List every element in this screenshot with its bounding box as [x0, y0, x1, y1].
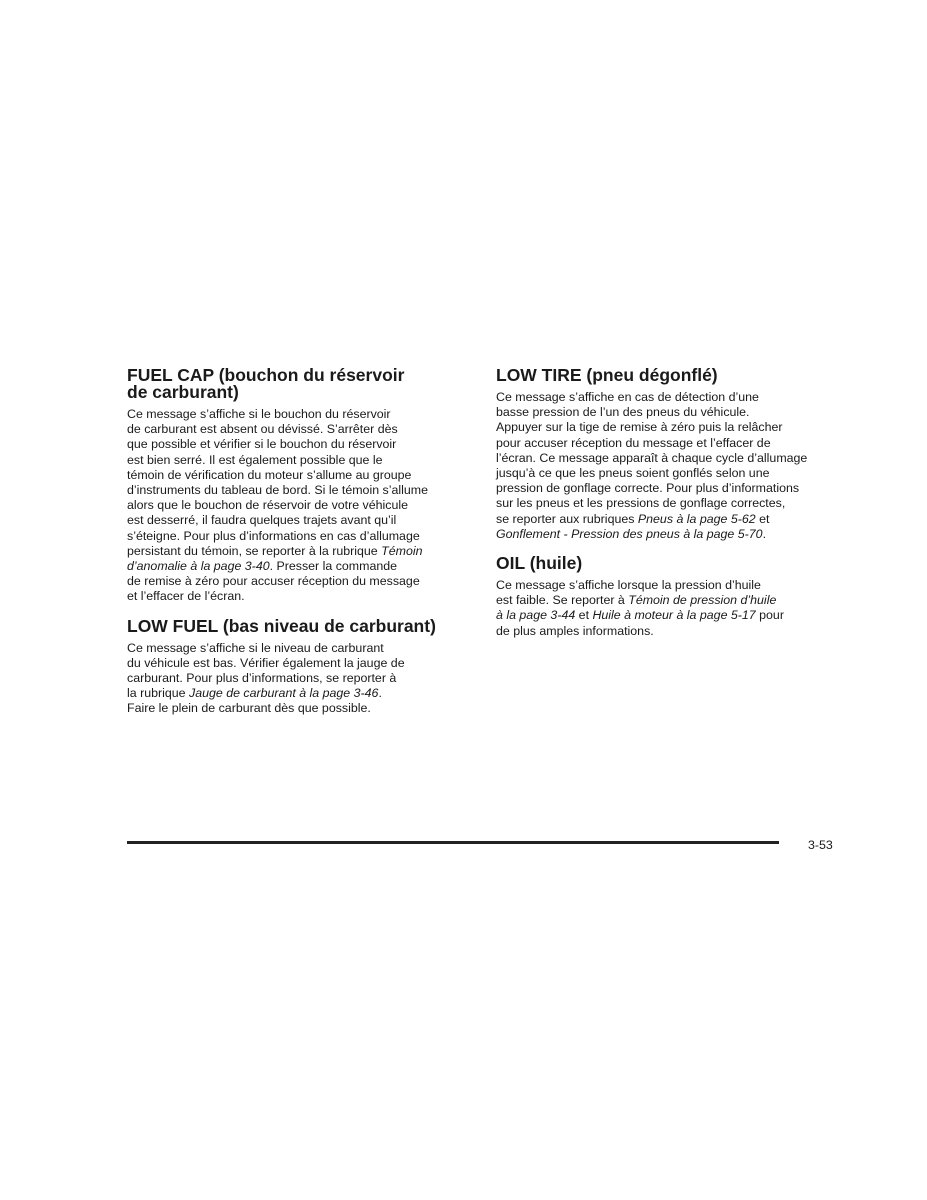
low-tire-heading: LOW TIRE (pneu dégonflé)	[496, 365, 718, 385]
low-fuel-text-part-2: . Faire le plein de carburant dès que possible.	[127, 686, 382, 716]
oil-section	[496, 555, 851, 639]
low-tire-text	[496, 390, 851, 542]
low-fuel-heading: LOW FUEL (bas niveau de carburant)	[127, 615, 436, 636]
right-column	[496, 367, 851, 639]
low-tire-reference-link-2[interactable]: Gonflement - Pression des pneus à la page 5-70	[496, 526, 763, 541]
oil-heading: OIL (huile)	[496, 553, 583, 574]
fuel-cap-heading: FUEL CAP (bouchon du réservoir de carburant)	[127, 365, 405, 402]
low-fuel-reference-link[interactable]: Jauge de carburant à la page 3-46	[189, 686, 379, 701]
low-fuel-section	[127, 615, 472, 717]
footer-divider	[127, 841, 779, 844]
low-fuel-text-part-1: Ce message s’affiche si le niveau de carburant du véhicule est bas. Vérifier également la jauge de carburant. Pour plus d’informations, se reporter à la rubrique	[127, 640, 405, 701]
fuel-cap-text	[127, 407, 472, 605]
low-tire-text-part-1: Ce message s’affiche en cas de détection d’une basse pression de l’un des pneus du véhicule. Appuyer sur la tige de remise à zéro puis la relâcher pour accuser réception du message et l’effacer de l’écran. Ce message apparaît à chaque cycle d’allumage jusqu’à ce que les pneus soient gonflés selon une pression de gonflage correcte. Pour plus d’informations sur les pneus et les pressions de gonflage correctes, se reporter aux rubriques	[496, 390, 808, 526]
oil-text-part-3: pour de plus amples informations.	[496, 608, 784, 638]
oil-text	[496, 578, 851, 639]
fuel-cap-reference-link[interactable]: Témoin d’anomalie à la page 3-40	[127, 543, 423, 574]
oil-text-part-2: et	[575, 608, 593, 623]
left-column	[127, 367, 472, 717]
low-tire-text-part-3: .	[762, 526, 767, 541]
fuel-cap-section	[127, 367, 472, 605]
oil-text-part-1: Ce message s’affiche lorsque la pression d’huile est faible. Se reporter à	[496, 578, 761, 608]
low-tire-reference-link-1[interactable]: Pneus à la page 5-62	[637, 511, 756, 526]
oil-reference-link-1[interactable]: Témoin de pression d’huile à la page 3-44	[496, 593, 777, 623]
fuel-cap-text-part-2: . Presser la commande de remise à zéro pour accuser réception du message et l’effacer de l’écran.	[127, 559, 420, 604]
low-tire-section	[496, 367, 851, 542]
fuel-cap-text-part-1: Ce message s’affiche si le bouchon du réservoir de carburant est absent ou dévissé. S’arrêter dès que possible et vérifier si le bouchon du réservoir est bien serré. Il est également possible que le témoin de vérification du moteur s’allume au groupe d’instruments du tableau de bord. Si le témoin s’allume alors que le bouchon de réservoir de votre véhicule est desserré, il faudra quelques trajets avant qu’il s’éteigne. Pour plus d’informations en cas d’allumage persistant du témoin, se reporter à la rubrique	[127, 407, 428, 558]
oil-reference-link-2[interactable]: Huile à moteur à la page 5-17	[592, 608, 756, 623]
low-fuel-text	[127, 641, 472, 717]
page-number: 3-53	[808, 838, 833, 852]
low-tire-text-part-2: et	[759, 511, 770, 526]
